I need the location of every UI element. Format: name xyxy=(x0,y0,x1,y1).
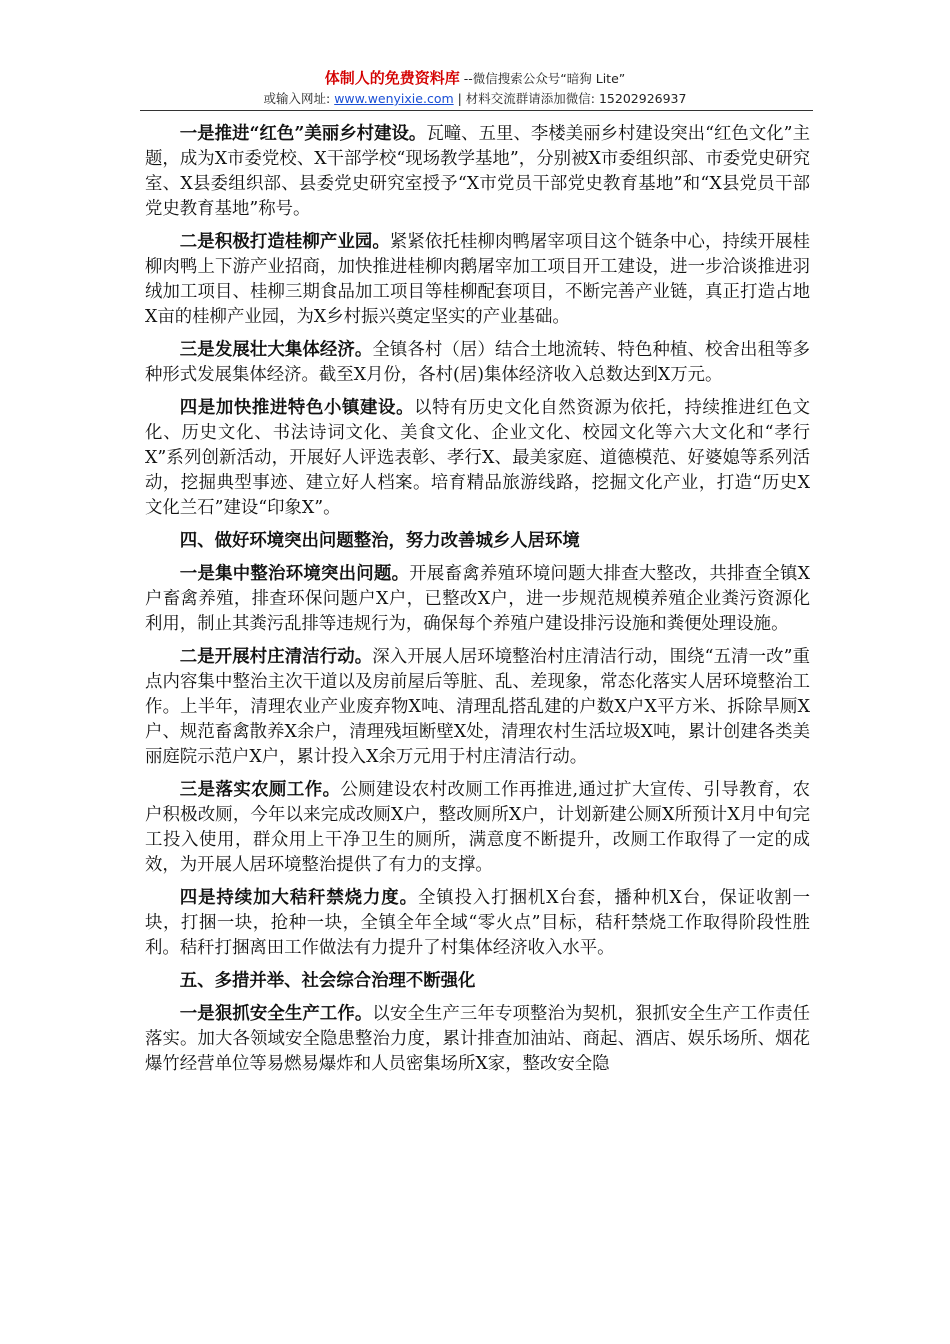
paragraph xyxy=(145,562,810,637)
paragraph xyxy=(145,396,810,521)
paragraph-text: 全镇各村（居）结合土地流转、特色种植、校舍出租等多种形式发展集体经济。截至X月份，各村(居)集体经济收入总数达到X万元。 xyxy=(145,340,810,385)
paragraph-text: 瓦疃、五里、李楼美丽乡村建设突出“红色文化”主题，成为X市委党校、X干部学校“现场教学基地”，分别被X市委组织部、市委党史研究室、X县委组织部、县委党史研究室授予“X市党员干部党史教育基地”和“X县党员干部党史教育基地”称号。 xyxy=(145,124,810,219)
page-header xyxy=(140,68,810,109)
header-brand: 体制人的免费资料库 xyxy=(324,69,460,87)
paragraph-text: 深入开展人居环境整治村庄清洁行动，围绕“五清一改”重点内容集中整治主次干道以及房前屋后等脏、乱、差现象，常态化落实人居环境整治工作。上半年，清理农业产业废弃物X吨、清理乱搭乱建的户数X户X平方米、拆除旱厕X户、规范畜禽散养X余户，清理残垣断壁X处，清理农村生活垃圾X吨，累计创建各类美丽庭院示范户X户，累计投入X余万元用于村庄清洁行动。 xyxy=(145,647,810,767)
header-divider xyxy=(140,110,813,111)
paragraph-lead: 一是狠抓安全生产工作。 xyxy=(179,1004,373,1024)
paragraph-lead: 二是开展村庄清洁行动。 xyxy=(179,647,373,667)
paragraph-text: 公厕建设农村改厕工作再推进,通过扩大宣传、引导教育，农户积极改厕，今年以来完成改厕X户，整改厕所X户，计划新建公厕X所预计X月中旬完工投入使用，群众用上干净卫生的厕所，满意度不断提升，改厕工作取得了一定的成效，为开展人居环境整治提供了有力的支撑。 xyxy=(145,780,810,875)
paragraph-lead: 一是推进“红色”美丽乡村建设。 xyxy=(179,124,427,144)
section-heading: 五、多措并举、社会综合治理不断强化 xyxy=(179,971,476,991)
paragraph-text: 紧紧依托桂柳肉鸭屠宰项目这个链条中心，持续开展桂柳肉鸭上下游产业招商，加快推进桂柳肉鹅屠宰加工项目开工建设，进一步洽谈推进羽绒加工项目、桂柳三期食品加工项目等桂柳配套项目，不断完善产业链，真正打造占地X亩的桂柳产业园，为X乡村振兴奠定坚实的产业基础。 xyxy=(145,232,810,327)
paragraph-text: 以特有历史文化自然资源为依托，持续推进红色文化、历史文化、书法诗词文化、美食文化、企业文化、校园文化等六大文化和“孝行X”系列创新活动，开展好人评选表彰、孝行X、最美家庭、道德模范、好婆媳等系列活动，挖掘典型事迹、建立好人档案。培育精品旅游线路，挖掘文化产业，打造“历史X 文化兰石”建设“印象X”。 xyxy=(145,398,810,518)
paragraph-lead: 四是加快推进特色小镇建设。 xyxy=(179,398,415,418)
paragraph xyxy=(145,778,810,878)
paragraph xyxy=(145,122,810,222)
paragraph-lead: 三是发展壮大集体经济。 xyxy=(179,340,373,360)
paragraph-lead: 四是持续加大秸秆禁烧力度。 xyxy=(179,888,418,908)
header-contact: | 材料交流群请添加微信: 15202926937 xyxy=(453,91,687,106)
paragraph xyxy=(145,338,810,388)
header-url-link[interactable]: www.wenyixie.com xyxy=(334,91,454,106)
header-url-prefix: 或输入网址: xyxy=(263,91,335,106)
paragraph-lead: 三是落实农厕工作。 xyxy=(179,780,341,800)
paragraph-text: 以安全生产三年专项整治为契机，狠抓安全生产工作责任落实。加大各领域安全隐患整治力度，累计排查加油站、商起、酒店、娱乐场所、烟花爆竹经营单位等易燃易爆炸和人员密集场所X家，整改安全隐 xyxy=(145,1004,810,1074)
paragraph xyxy=(145,645,810,770)
paragraph xyxy=(145,886,810,961)
paragraph-text: 开展畜禽养殖环境问题大排查大整改，共排查全镇X户畜禽养殖，排查环保问题户X户，已整改X户，进一步规范规模养殖企业粪污资源化利用，制止其粪污乱排等违规行为，确保每个养殖户建设排污设施和粪便处理设施。 xyxy=(145,564,810,634)
document-body xyxy=(145,122,810,1085)
header-banner xyxy=(140,68,810,89)
section-heading: 四、做好环境突出问题整治，努力改善城乡人居环境 xyxy=(179,531,580,551)
paragraph-text: 全镇投入打捆机X台套，播种机X台，保证收割一块，打捆一块，抢种一块，全镇全年全域“零火点”目标，秸秆禁烧工作取得阶段性胜利。秸秆打捆离田工作做法有力提升了村集体经济收入水平。 xyxy=(145,888,810,958)
paragraph xyxy=(145,230,810,330)
header-hint: --微信搜索公众号“暗狗 Lite” xyxy=(459,71,626,86)
header-contact-line xyxy=(140,89,810,109)
paragraph xyxy=(145,1002,810,1077)
paragraph-lead: 二是积极打造桂柳产业园。 xyxy=(179,232,390,252)
paragraph-lead: 一是集中整治环境突出问题。 xyxy=(179,564,410,584)
